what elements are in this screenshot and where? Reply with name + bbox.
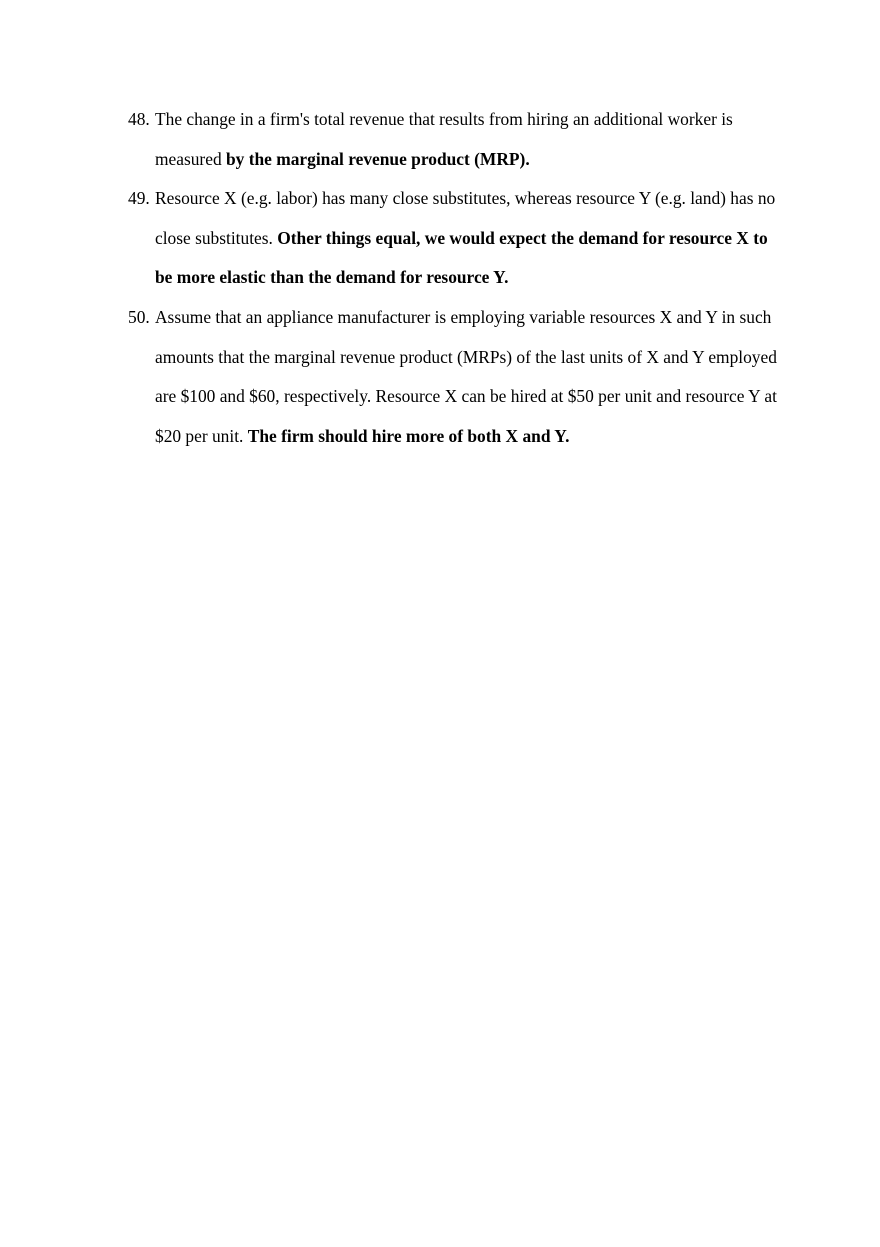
question-48 bbox=[128, 100, 788, 179]
answer-text: by the marginal revenue product (MRP). bbox=[226, 148, 530, 169]
question-49 bbox=[128, 179, 788, 298]
question-number: 49. bbox=[128, 188, 150, 209]
question-body bbox=[155, 298, 788, 456]
question-50 bbox=[128, 298, 788, 456]
question-body bbox=[155, 100, 788, 179]
question-body bbox=[155, 179, 788, 298]
answer-text: The firm should hire more of both X and Y. bbox=[247, 425, 570, 446]
answer-text: Other things equal, we would expect the demand for resource X to be more elastic than the demand for resource Y. bbox=[155, 227, 768, 288]
question-text: Resource X (e.g. labor) has many close substitutes, whereas resource Y (e.g. land) has no close substitutes. bbox=[155, 188, 776, 248]
question-number: 48. bbox=[128, 109, 150, 129]
question-text: Assume that an appliance manufacturer is employing variable resources X and Y in such amounts that the marginal revenue product (MRPs) of the last units of X and Y employed are $100 and $60, respectively. Resource X can be hired at $50 per unit and resource Y at $20 per unit. bbox=[155, 306, 777, 446]
question-list bbox=[128, 100, 788, 456]
question-text: The change in a firm's total revenue that results from hiring an additional worker is measured bbox=[155, 109, 733, 169]
question-number: 50. bbox=[128, 306, 150, 327]
